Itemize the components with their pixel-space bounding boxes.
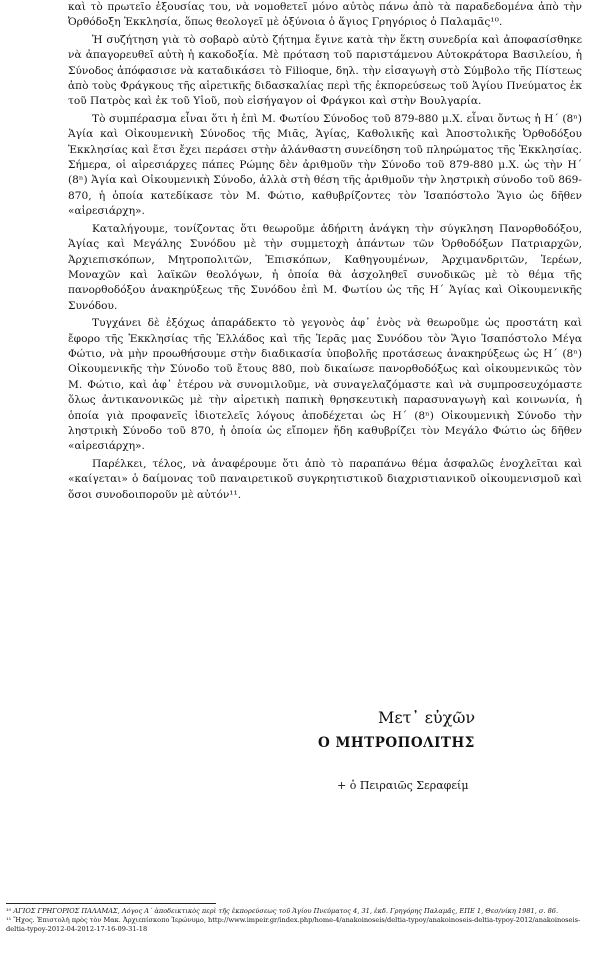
signatory-title: Ο ΜΗΤΡΟΠΟΛΙΤΗΣ: [318, 735, 475, 751]
paragraph-4: Καταλήγουμε, τονίζοντας ὅτι θεωροῦμε ἀδήριτη ἀνάγκη τὴν σύγκληση Πανορθοδόξου, Ἁγίας καὶ Μεγάλης Συνόδου μὲ τὴν συμμετοχὴ ἁπάντων τῶν Ὀρθοδόξων Πατριαρχῶν, Ἀρχιεπισκόπων, Μητροπολιτῶν, Ἐπισκόπων, Καθηγουμένων, Ἀρχιμανδριτῶν, Ἱερέων, Μοναχῶν καὶ λαϊκῶν θεολόγων, ἡ ὁποία θὰ ἀσχοληθεῖ συνοδικῶς μὲ τὸ θέμα τῆς πανορθοδόξου ἀνακηρύξεως τῆς Συνόδου ἐπὶ Μ. Φωτίου ὡς τῆς Η΄ Ἁγίας καὶ Οἰκουμενικῆς Συνόδου.: [68, 222, 582, 312]
footnote-11: ¹¹ Ἤχος. Ἐπιστολὴ πρὸς τὸν Μακ. Ἀρχιεπίσκοπο Ἱερώνυμο, http://www.impeir.gr/index.php/home-4/anakoinoseis/deltia-typoy/anakoinoseis-deltia-typoy-2012/anakoinoseis-deltia-typoy-2012-04-2012-17-16-09-31-18: [6, 916, 581, 934]
paragraph-3: Τὸ συμπέρασμα εἶναι ὅτι ἡ ἐπὶ Μ. Φωτίου Σύνοδος τοῦ 879-880 μ.Χ. εἶναι ὄντως ἡ Η΄ (8ⁿ) Ἁγία καὶ Οἰκουμενικὴ Σύνοδος τῆς Μιᾶς, Ἁγίας, Καθολικῆς καὶ Ἀποστολικῆς Ὀρθοδόξου Ἐκκλησίας καὶ ἔτσι ἔχει περάσει στὴν ἀλάνθαστη συνείδηση τοῦ πληρώματος τῆς Ἐκκλησίας. Σήμερα, οἱ αἱρεσιάρχες πάπες Ρώμης δὲν ἀριθμοῦν τὴν Σύνοδο τοῦ 879-880 μ.Χ. ὡς τὴν Η΄ (8ⁿ) Ἁγία καὶ Οἰκουμενικὴ Σύνοδο, ἀλλὰ στὴ θέση τῆς ἀριθμοῦν τὴν ληστρικὴ σύνοδο τοῦ 869-870, ἡ ὁποία κατεδίκασε τὸν Μ. Φώτιο, καθυβρίζοντες τὸν Ἰσαπόστολο Ἅγιο ὡς δῆθεν «αἱρεσιάρχη».: [68, 112, 582, 218]
body-text: [68, 0, 582, 505]
paragraph-1: καὶ τὸ πρωτεῖο ἐξουσίας του, νὰ νομοθετεῖ μόνο αὐτὸς πάνω ἀπὸ τὰ παραδεδομένα ἀπὸ τὴν Ὀρθόδοξη Ἐκκλησία, ὅπως θεολογεῖ μὲ ὀξύνοια ὁ ἅγιος Γρηγόριος ὁ Παλαμᾶς¹⁰.: [68, 1, 582, 29]
footnote-divider: [6, 903, 216, 904]
paragraph-2: Ἡ συζήτηση γιὰ τὸ σοβαρὸ αὐτὸ ζήτημα ἔγινε κατὰ τὴν ἕκτη συνεδρία καὶ ἀποφασίσθηκε νὰ ἀπαγορευθεῖ αὐτὴ ἡ κακοδοξία. Μὲ πρόταση τοῦ παριστάμενου Αὐτοκράτορα Βασιλείου, ἡ Σύνοδος ἀπόφασισε νὰ καταδικάσει τὸ Filioque, δηλ. τὴν εἰσαγωγὴ στὸ Σύμβολο τῆς Πίστεως ἀπὸ τοὺς Φράγκους τῆς αἱρετικῆς διδασκαλίας περὶ τῆς ἐκπορεύσεως τοῦ Ἁγίου Πνεύματος ἐκ τοῦ Πατρὸς καὶ ἐκ τοῦ Υἱοῦ, ποὺ εἰσήγαγον οἱ Φράγκοι καὶ στὴν Βουλγαρία.: [68, 33, 582, 108]
closing-greeting: Μετ᾽ εὐχῶν: [378, 708, 476, 727]
footnote-10: ¹⁰ ΑΓΙΟΣ ΓΡΗΓΟΡΙΟΣ ΠΑΛΑΜΑΣ, Λόγος Α΄ ἀποδεικτικὸς περὶ τῆς ἐκπορεύσεως τοῦ Ἁγίου Πνεύματος 4, 31, ἐκδ. Γρηγόρης Παλαμᾶς, ΕΠΕ 1, Θεσ/νίκη 1981, σ. 86.: [6, 907, 559, 915]
footnotes: [6, 907, 588, 935]
signature: + ὁ Πειραιῶς Σεραφείμ: [337, 779, 469, 792]
paragraph-5: Τυγχάνει δὲ ἐξόχως ἀπαράδεκτο τὸ γεγονὸς ἀφ᾽ ἑνὸς νὰ θεωροῦμε ὡς προστάτη καὶ ἔφορο τῆς Ἐκκλησίας τῆς Ἑλλάδος καὶ τῆς Ἱερᾶς μας Συνόδου τὸν Ἅγιο Ἰσαπόστολο Μέγα Φώτιο, νὰ μὴν προωθήσουμε στὴν διαδικασία ὑποβολῆς προτάσεως ἀνακηρύξεως ὡς Η΄ (8ⁿ) Οἰκουμενικῆς τὴν Σύνοδο τοῦ ἔτους 880, ποὺ δικαίωσε πανορθοδόξως καὶ οἰκουμενικῶς τὸν Μ. Φώτιο, καὶ ἀφ᾽ ἑτέρου νὰ συνομιλοῦμε, νὰ συναγελαζόμαστε καὶ νὰ συμπροσευχόμαστε ὅλως ἀντικανονικῶς μὲ τὴν αἱρετικὴ παπικὴ θρησκευτικὴ παρασυναγωγὴ καὶ κοινωνία, ἡ ὁποία γιὰ προφανεῖς ἰδιοτελεῖς λόγους ἀποδέχεται ὡς Η΄ (8ⁿ) Οἰκουμενικὴ Σύνοδο τὴν ληστρικὴ Σύνοδο τοῦ 870, ἡ ὁποία ὡς εἴπομεν ἤδη καθυβρίζει τὸν Μεγάλο Φώτιο ὡς δῆθεν «αἱρεσιάρχη».: [68, 317, 582, 453]
paragraph-6: Παρέλκει, τέλος, νὰ ἀναφέρουμε ὅτι ἀπὸ τὸ παραπάνω θέμα ἀσφαλῶς ἐνοχλεῖται καὶ «καίγεται» ὁ δαίμονας τοῦ παναιρετικοῦ συγκρητιστικοῦ διαχριστιανικοῦ οἰκουμενισμοῦ καὶ ὅσοι συνοδοιποροῦν μὲ αὐτόν¹¹.: [68, 457, 582, 501]
